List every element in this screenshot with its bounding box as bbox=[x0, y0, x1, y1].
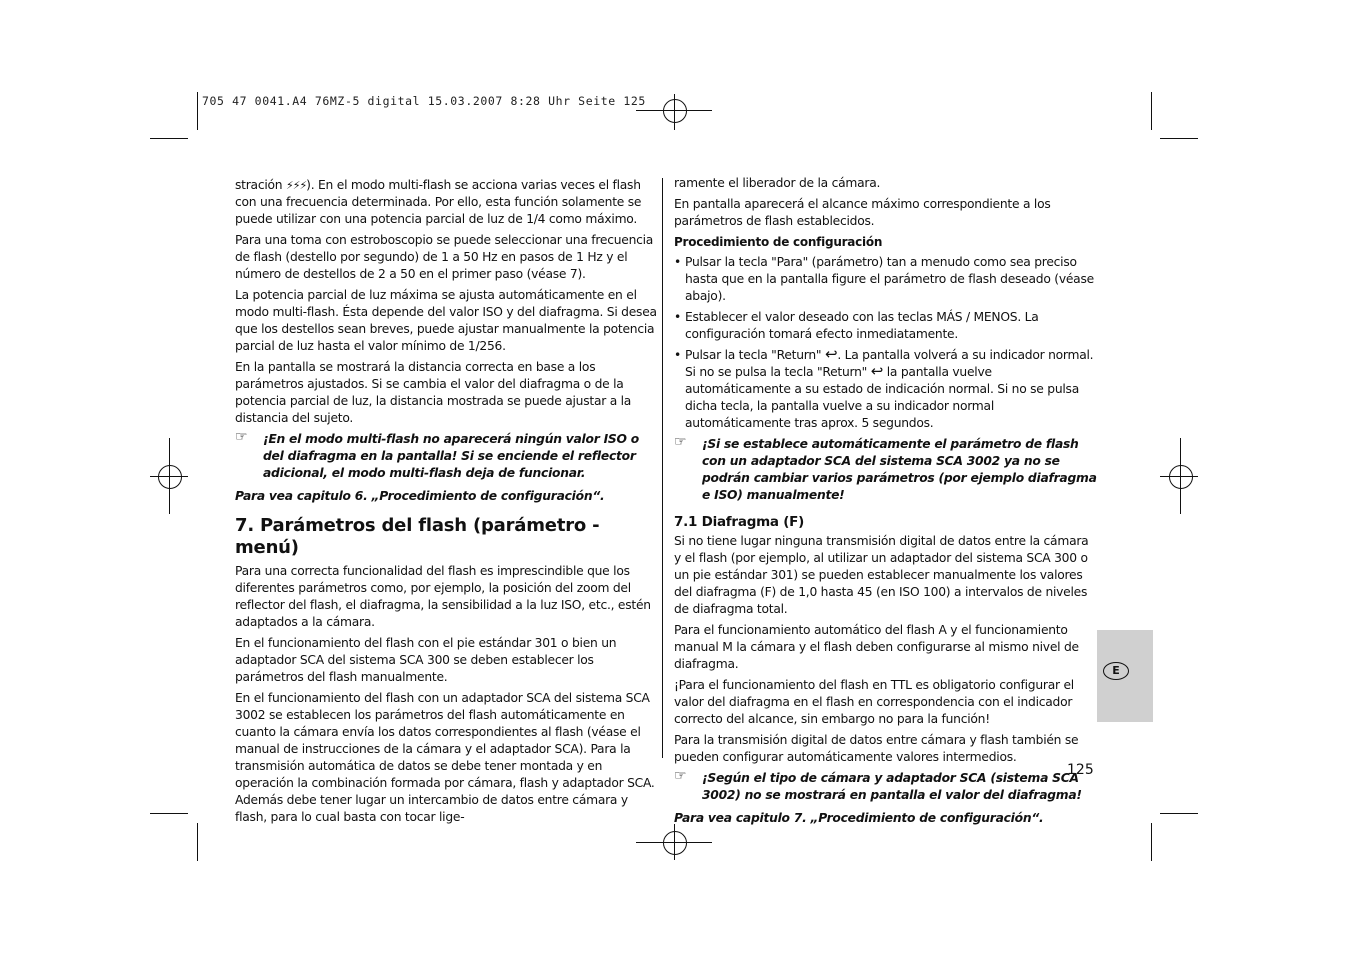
crop-mark bbox=[150, 813, 188, 814]
page-number: 125 bbox=[1067, 762, 1094, 778]
paragraph: En la pantalla se mostrará la distancia correcta en base a los parámetros ajustados. Si se cambia el valor del diafragma o de la potencia parcial de luz, la distancia mostrada se puede ajustar a la distancia del sujeto. bbox=[235, 360, 632, 425]
paragraph: Para el funcionamiento automático del flash A y el funcionamiento manual M la cámara y el flash deben configurarse al mismo nivel de diafragma. bbox=[674, 623, 1079, 671]
paragraph: En pantalla aparecerá el alcance máximo correspondiente a los parámetros de flash establecidos. bbox=[674, 197, 1051, 228]
crop-mark bbox=[1151, 823, 1152, 861]
return-key-icon: ↩ bbox=[870, 362, 884, 380]
paragraph: En el funcionamiento del flash con el pie estándar 301 o bien un adaptador SCA del sistema SCA 300 se deben establecer los parámetros del flash manualmente. bbox=[235, 636, 617, 684]
list-item: • Pulsar la tecla "Return" ↩. La pantalla volverá a su indicador normal. Si no se pulsa la tecla "Return" ↩ la pantalla vuelve automáticamente a su estado de indicación normal. Si no se pulsa dicha tecla, la pantalla vuelve a su indicador normal automáticamente tras aprox. 5 segundos. bbox=[674, 345, 1094, 430]
paragraph: Para una toma con estroboscopio se puede seleccionar una frecuencia de flash (destello por segundo) de 1 a 50 Hz en pasos de 1 Hz y el número de destellos de 2 a 50 en el primer paso (véase 7). bbox=[235, 233, 654, 281]
paragraph: En el funcionamiento del flash con un adaptador SCA del sistema SCA 3002 se establecen los parámetros del flash automáticamente en cuanto la cámara envía los datos correspondientes al flash (véase el manual de instrucciones de la cámara y el adaptador SCA). Para la transmisión automática de datos se debe tener montada y en operación la combinación formada por cámara, flash y adaptador SCA. Además debe tener lugar un intercambio de datos entre cámara y flash, para lo cual basta con tocar lige- bbox=[235, 691, 655, 824]
paragraph: Para una correcta funcionalidad del flash es imprescindible que los diferentes parámetros como, por ejemplo, la posición del zoom del reflector del flash, el diafragma, la sensibilidad a la luz ISO, etc., estén adaptados a la cámara. bbox=[235, 564, 651, 629]
list-item: • Pulsar la tecla "Para" (parámetro) tan a menudo como sea preciso hasta que en la pantalla figure el parámetro de flash deseado (véase abajo). bbox=[674, 255, 1094, 303]
return-key-icon: ↩ bbox=[824, 345, 838, 363]
paragraph: ramente el liberador de la cámara. bbox=[674, 176, 881, 190]
section-heading: 7. Parámetros del flash (parámetro - menú) bbox=[235, 515, 600, 558]
pointing-hand-icon: ☞ bbox=[674, 768, 687, 784]
list-item: • Establecer el valor deseado con las teclas MÁS / MENOS. La configuración tomará efecto inmediatamente. bbox=[674, 310, 1039, 341]
print-slug: 705 47 0041.A4 76MZ-5 digital 15.03.2007 8:28 Uhr Seite 125 bbox=[202, 94, 646, 108]
column-divider bbox=[662, 178, 663, 758]
multi-flash-icon: ⚡⚡⚡ bbox=[286, 179, 307, 192]
crop-mark bbox=[1151, 92, 1152, 130]
pointing-hand-icon: ☞ bbox=[235, 429, 248, 445]
pointing-hand-icon: ☞ bbox=[674, 434, 687, 450]
crop-mark bbox=[150, 138, 188, 139]
crop-mark bbox=[197, 92, 198, 130]
right-column bbox=[674, 175, 1099, 831]
language-badge: E bbox=[1103, 662, 1129, 680]
paragraph: stración ⚡⚡⚡). En el modo multi-flash se acciona varias veces el flash con una frecuencia determinada. Por ello, esta función solamente se puede utilizar con una potencia parcial de luz de 1/4 como máximo. bbox=[235, 178, 642, 226]
crop-mark bbox=[1160, 138, 1198, 139]
subheading: Procedimiento de configuración bbox=[674, 235, 883, 249]
paragraph: La potencia parcial de luz máxima se ajusta automáticamente en el modo multi-flash. Ésta depende del valor ISO y del diafragma. Si desea que los destellos sean breves, puede ajustar manualmente la potencia parcial de luz hasta el valor mínimo de 1/256. bbox=[235, 288, 657, 353]
note: ☞ ¡Si se establece automáticamente el parámetro de flash con un adaptador SCA del sistema SCA 3002 ya no se podrán cambiar varios parámetros (por ejemplo diafragma e ISO) manualmente! bbox=[674, 434, 1097, 502]
paragraph: Para la transmisión digital de datos entre cámara y flash también se pueden configurar automáticamente valores intermedios. bbox=[674, 733, 1079, 764]
note: ☞ ¡En el modo multi-flash no aparecerá ningún valor ISO o del diafragma en la pantalla! Si se enciende el reflector adicional, el modo multi-flash deja de funcionar. bbox=[235, 429, 639, 480]
paragraph: Si no tiene lugar ninguna transmisión digital de datos entre la cámara y el flash (por ejemplo, al utilizar un adaptador del sistema SCA 300 o un pie estándar 301) se pueden establecer manualmente los valores del diafragma (F) de 1,0 hasta 45 (en ISO 100) a intervalos de niveles de diafragma total. bbox=[674, 534, 1089, 616]
crop-mark bbox=[1160, 813, 1198, 814]
reference: Para vea capitulo 7. „Procedimiento de configuración“. bbox=[674, 811, 1044, 825]
crop-mark bbox=[197, 823, 198, 861]
left-column bbox=[235, 177, 660, 830]
paragraph: ¡Para el funcionamiento del flash en TTL es obligatorio configurar el valor del diafragma en el flash en correspondencia con el indicador correcto del alcance, sin embargo no para la función! bbox=[674, 678, 1074, 726]
reference: Para vea capitulo 6. „Procedimiento de configuración“. bbox=[235, 489, 605, 503]
section-heading: 7.1 Diafragma (F) bbox=[674, 514, 805, 530]
language-tab bbox=[1097, 630, 1153, 722]
note: ☞ ¡Según el tipo de cámara y adaptador SCA (sistema SCA 3002) no se mostrará en pantalla el valor del diafragma! bbox=[674, 768, 1082, 802]
